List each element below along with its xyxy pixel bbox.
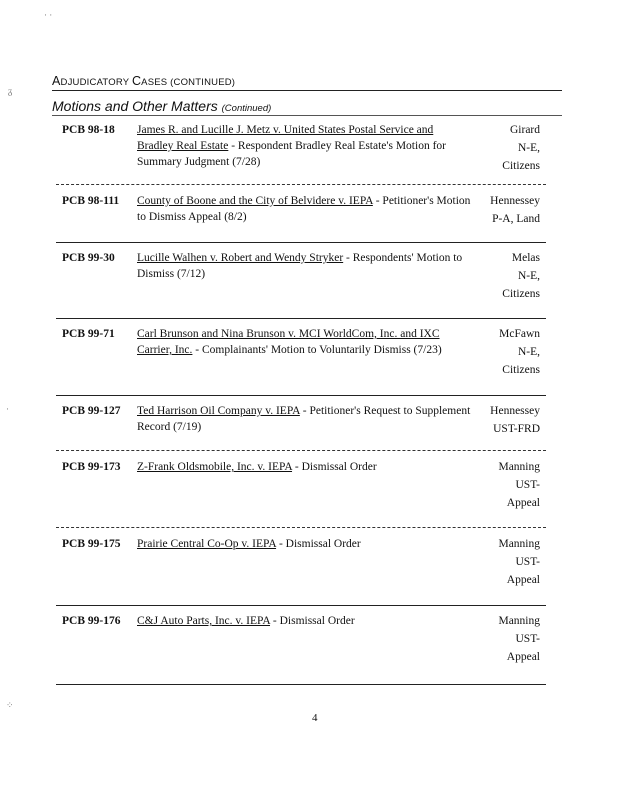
- case-number: PCB 99-71: [62, 328, 115, 340]
- case-description: [137, 193, 472, 225]
- case-type: Citizens: [502, 160, 540, 172]
- case-assignment: [460, 326, 540, 380]
- divider: [56, 395, 546, 396]
- case-type: Appeal: [506, 651, 540, 663]
- case-type: N-E,: [517, 346, 540, 358]
- case-type: UST-: [515, 479, 540, 491]
- section-title: ADJUDICATORY CASES (CONTINUED): [52, 74, 562, 91]
- case-assignment: [460, 193, 540, 229]
- case-number: PCB 99-176: [62, 615, 121, 627]
- case-action: - Respondent Bradley Real Estate's Motion for Summary Judgment (7/28): [137, 140, 446, 168]
- case-name: James R. and Lucille J. Metz v. United States Postal Service and Bradley Real Estate: [137, 124, 434, 152]
- case-type: N-E,: [517, 270, 540, 282]
- case-type: N-E,: [517, 142, 540, 154]
- case-type: P-A, Land: [492, 213, 540, 225]
- divider: [56, 684, 546, 685]
- case-description: [137, 250, 472, 282]
- case-description: [137, 459, 472, 475]
- case-name: Z-Frank Oldsmobile, Inc. v. IEPA: [137, 461, 293, 473]
- divider: [56, 242, 546, 243]
- board-member: Hennessey: [490, 405, 540, 417]
- case-assignment: [460, 613, 540, 667]
- board-member: Manning: [498, 615, 540, 627]
- case-name: Ted Harrison Oil Company v. IEPA: [137, 405, 300, 417]
- scan-speck: · ·: [44, 10, 53, 20]
- case-type: Citizens: [502, 288, 540, 300]
- board-member: Hennessey: [490, 195, 540, 207]
- case-assignment: [460, 403, 540, 439]
- case-assignment: [460, 459, 540, 513]
- case-type: Appeal: [506, 497, 540, 509]
- case-action: - Dismissal Order: [276, 538, 361, 550]
- case-action: - Dismissal Order: [292, 461, 377, 473]
- divider: [56, 605, 546, 606]
- case-assignment: [460, 536, 540, 590]
- case-description: [137, 122, 472, 170]
- case-name: Lucille Walhen v. Robert and Wendy Stryker: [137, 252, 344, 264]
- board-member: McFawn: [499, 328, 540, 340]
- case-name: Carl Brunson and Nina Brunson v. MCI WorldCom, Inc. and IXC Carrier, Inc.: [137, 328, 440, 356]
- divider: [56, 318, 546, 319]
- divider: [56, 184, 546, 185]
- case-description: [137, 403, 472, 435]
- case-name: Prairie Central Co-Op v. IEPA: [137, 538, 277, 550]
- case-description: [137, 536, 472, 552]
- case-description: [137, 613, 472, 629]
- case-number: PCB 98-111: [62, 195, 120, 207]
- board-member: Manning: [498, 461, 540, 473]
- case-type: Appeal: [506, 574, 540, 586]
- divider: [56, 450, 546, 451]
- case-description: [137, 326, 472, 358]
- divider: [56, 527, 546, 528]
- case-number: PCB 99-175: [62, 538, 121, 550]
- case-number: PCB 98-18: [62, 124, 115, 136]
- case-action: - Petitioner's Request to Supplement Record (7/19): [137, 405, 471, 433]
- scan-speck: ⁘: [6, 700, 14, 710]
- case-action: - Dismissal Order: [270, 615, 355, 627]
- board-member: Girard: [509, 124, 540, 136]
- case-number: PCB 99-173: [62, 461, 121, 473]
- case-type: UST-: [515, 556, 540, 568]
- case-number: PCB 99-127: [62, 405, 121, 417]
- case-name: C&J Auto Parts, Inc. v. IEPA: [137, 615, 271, 627]
- case-action: - Petitioner's Motion to Dismiss Appeal (8/2): [137, 195, 471, 223]
- case-assignment: [460, 122, 540, 176]
- page-number: 4: [312, 712, 318, 724]
- case-type: UST-FRD: [493, 423, 540, 435]
- case-number: PCB 99-30: [62, 252, 115, 264]
- case-action: - Complainants' Motion to Voluntarily Dismiss (7/23): [192, 344, 442, 356]
- board-member: Manning: [498, 538, 540, 550]
- subsection-title: Motions and Other Matters (Continued): [52, 98, 562, 116]
- case-name: County of Boone and the City of Belvidere v. IEPA: [137, 195, 373, 207]
- case-type: Citizens: [502, 364, 540, 376]
- case-action: - Respondents' Motion to Dismiss (7/12): [137, 252, 463, 280]
- case-type: UST-: [515, 633, 540, 645]
- board-member: Melas: [511, 252, 540, 264]
- scan-speck: ·: [6, 404, 9, 414]
- scan-speck: ᵹ: [8, 86, 13, 96]
- case-assignment: [460, 250, 540, 304]
